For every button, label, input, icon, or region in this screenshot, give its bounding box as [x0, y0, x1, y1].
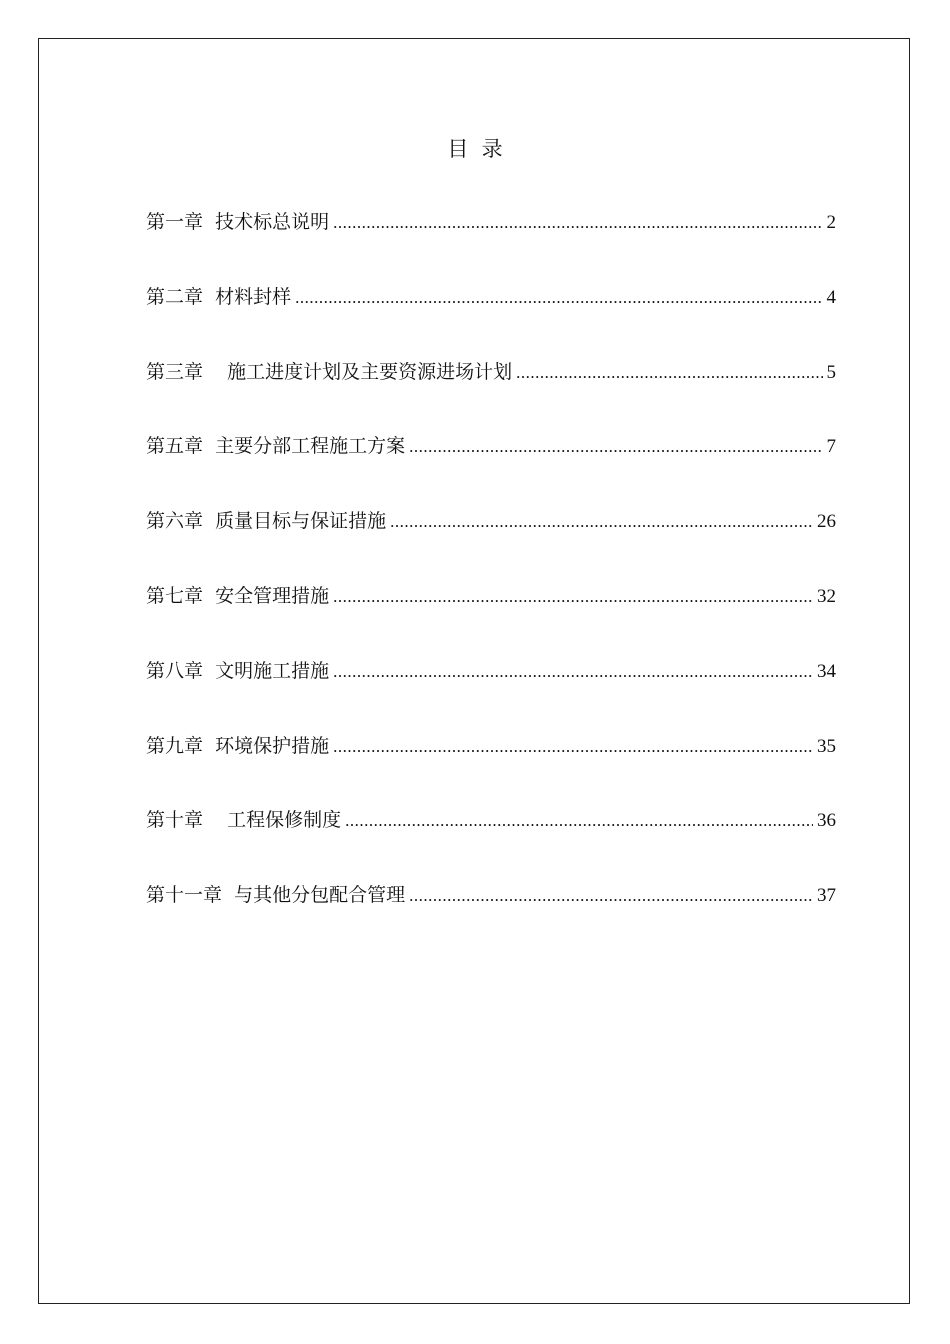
- toc-dot-leader: [333, 209, 822, 237]
- toc-list: [146, 208, 836, 956]
- toc-entry-label: 第十章 工程保修制度: [146, 809, 342, 832]
- toc-entry[interactable]: [146, 432, 836, 507]
- toc-entry-page: 7: [826, 436, 836, 458]
- toc-dot-leader: [333, 658, 813, 686]
- toc-entry-page: 32: [817, 585, 836, 607]
- toc-entry-page: 2: [826, 212, 836, 233]
- toc-entry-label: 第七章 安全管理措施: [146, 584, 330, 607]
- toc-entry[interactable]: [146, 657, 836, 732]
- toc-entry[interactable]: [146, 283, 836, 358]
- toc-entry-label: 第八章 文明施工措施: [146, 659, 330, 682]
- toc-dot-leader: [409, 433, 822, 461]
- toc-dot-leader: [333, 583, 813, 611]
- toc-dot-leader: [409, 882, 813, 910]
- toc-dot-leader: [345, 807, 813, 835]
- toc-entry-label: 第一章 技术标总说明: [146, 211, 330, 233]
- toc-entry[interactable]: [146, 507, 836, 582]
- toc-entry-page: 5: [826, 361, 836, 383]
- toc-entry[interactable]: [146, 881, 836, 956]
- toc-entry-page: 37: [817, 885, 836, 907]
- toc-entry[interactable]: [146, 732, 836, 807]
- toc-entry-label: 第六章 质量目标与保证措施: [146, 510, 387, 533]
- toc-dot-leader: [390, 508, 813, 536]
- toc-entry[interactable]: [146, 582, 836, 657]
- toc-entry-label: 第九章 环境保护措施: [146, 734, 330, 757]
- toc-dot-leader: [333, 733, 813, 761]
- toc-entry[interactable]: [146, 806, 836, 881]
- toc-entry[interactable]: [146, 358, 836, 433]
- toc-entry-label: 第十一章 与其他分包配合管理: [146, 884, 406, 907]
- toc-entry-page: 36: [817, 810, 836, 832]
- toc-entry-label: 第二章 材料封样: [146, 285, 292, 308]
- toc-entry-page: 35: [817, 735, 836, 757]
- toc-entry-label: 第三章 施工进度计划及主要资源进场计划: [146, 360, 513, 383]
- toc-entry-label: 第五章 主要分部工程施工方案: [146, 435, 406, 458]
- toc-dot-leader: [295, 284, 822, 312]
- toc-entry-page: 34: [817, 660, 836, 682]
- toc-dot-leader: [516, 359, 822, 387]
- toc-title: 目 录: [447, 137, 503, 161]
- toc-entry-page: 4: [826, 286, 836, 308]
- toc-entry[interactable]: [146, 208, 836, 283]
- toc-entry-page: 26: [817, 511, 836, 533]
